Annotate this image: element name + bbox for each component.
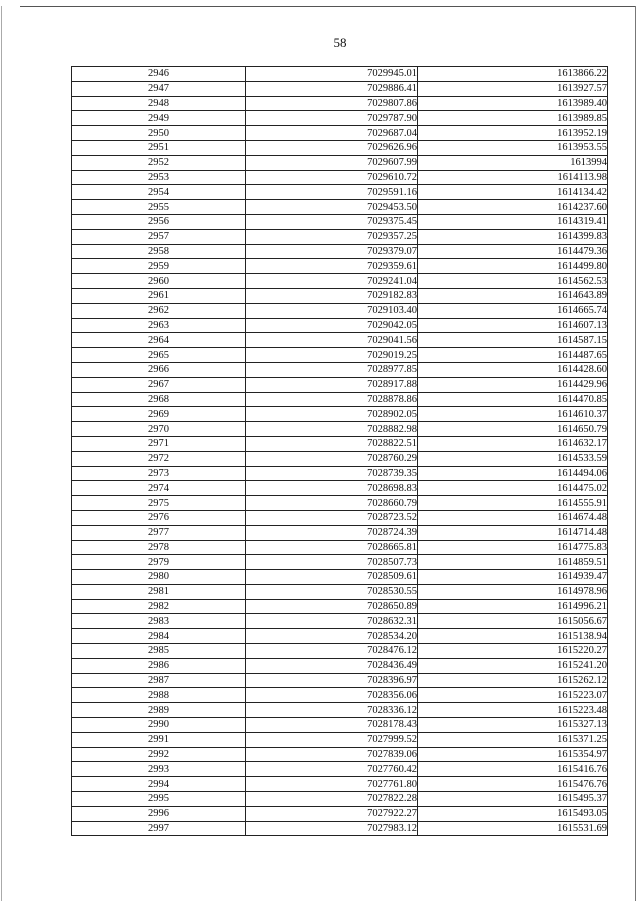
table-row xyxy=(72,644,608,659)
y-coordinate-cell: 1614562.53 xyxy=(418,274,608,289)
y-coordinate-cell: 1614643.89 xyxy=(418,288,608,303)
table-row xyxy=(72,229,608,244)
point-number-cell: 2949 xyxy=(72,111,246,126)
x-coordinate-cell: 7028760.29 xyxy=(246,451,418,466)
x-coordinate-cell: 7028356.06 xyxy=(246,688,418,703)
table-row xyxy=(72,377,608,392)
x-coordinate-cell: 7028739.35 xyxy=(246,466,418,481)
table-row xyxy=(72,244,608,259)
table-row xyxy=(72,614,608,629)
x-coordinate-cell: 7029945.01 xyxy=(246,67,418,82)
y-coordinate-cell: 1613866.22 xyxy=(418,67,608,82)
point-number-cell: 2997 xyxy=(72,821,246,836)
table-row xyxy=(72,806,608,821)
page-border-left xyxy=(1,6,2,901)
y-coordinate-cell: 1614113.98 xyxy=(418,170,608,185)
x-coordinate-cell: 7028534.20 xyxy=(246,629,418,644)
x-coordinate-cell: 7029607.99 xyxy=(246,155,418,170)
y-coordinate-cell: 1615495.37 xyxy=(418,792,608,807)
x-coordinate-cell: 7028665.81 xyxy=(246,540,418,555)
table-row xyxy=(72,496,608,511)
y-coordinate-cell: 1613989.85 xyxy=(418,111,608,126)
table-row xyxy=(72,599,608,614)
point-number-cell: 2947 xyxy=(72,81,246,96)
point-number-cell: 2972 xyxy=(72,451,246,466)
y-coordinate-cell: 1614475.02 xyxy=(418,481,608,496)
table-row xyxy=(72,510,608,525)
x-coordinate-cell: 7028436.49 xyxy=(246,658,418,673)
y-coordinate-cell: 1614499.80 xyxy=(418,259,608,274)
page-border-right xyxy=(635,6,636,901)
point-number-cell: 2966 xyxy=(72,362,246,377)
point-number-cell: 2995 xyxy=(72,792,246,807)
x-coordinate-cell: 7028509.61 xyxy=(246,570,418,585)
x-coordinate-cell: 7028507.73 xyxy=(246,555,418,570)
x-coordinate-cell: 7029379.07 xyxy=(246,244,418,259)
point-number-cell: 2978 xyxy=(72,540,246,555)
table-row xyxy=(72,303,608,318)
table-row xyxy=(72,747,608,762)
x-coordinate-cell: 7029041.56 xyxy=(246,333,418,348)
table-row xyxy=(72,762,608,777)
point-number-cell: 2971 xyxy=(72,436,246,451)
point-number-cell: 2958 xyxy=(72,244,246,259)
x-coordinate-cell: 7027822.28 xyxy=(246,792,418,807)
table-row xyxy=(72,362,608,377)
table-row xyxy=(72,407,608,422)
x-coordinate-cell: 7029019.25 xyxy=(246,348,418,363)
table-row xyxy=(72,792,608,807)
x-coordinate-cell: 7027760.42 xyxy=(246,762,418,777)
x-coordinate-cell: 7028902.05 xyxy=(246,407,418,422)
y-coordinate-cell: 1615531.69 xyxy=(418,821,608,836)
x-coordinate-cell: 7028660.79 xyxy=(246,496,418,511)
table-row xyxy=(72,214,608,229)
point-number-cell: 2959 xyxy=(72,259,246,274)
y-coordinate-cell: 1614555.91 xyxy=(418,496,608,511)
y-coordinate-cell: 1615493.05 xyxy=(418,806,608,821)
x-coordinate-cell: 7028632.31 xyxy=(246,614,418,629)
x-coordinate-cell: 7028698.83 xyxy=(246,481,418,496)
table-row xyxy=(72,81,608,96)
table-row xyxy=(72,540,608,555)
y-coordinate-cell: 1614714.48 xyxy=(418,525,608,540)
point-number-cell: 2994 xyxy=(72,777,246,792)
x-coordinate-cell: 7027983.12 xyxy=(246,821,418,836)
table-row xyxy=(72,155,608,170)
y-coordinate-cell: 1614607.13 xyxy=(418,318,608,333)
table-row xyxy=(72,481,608,496)
y-coordinate-cell: 1615327.13 xyxy=(418,718,608,733)
y-coordinate-cell: 1615354.97 xyxy=(418,747,608,762)
table-row xyxy=(72,525,608,540)
x-coordinate-cell: 7029591.16 xyxy=(246,185,418,200)
y-coordinate-cell: 1613953.55 xyxy=(418,140,608,155)
x-coordinate-cell: 7028977.85 xyxy=(246,362,418,377)
y-coordinate-cell: 1614859.51 xyxy=(418,555,608,570)
point-number-cell: 2964 xyxy=(72,333,246,348)
y-coordinate-cell: 1614978.96 xyxy=(418,584,608,599)
point-number-cell: 2970 xyxy=(72,422,246,437)
y-coordinate-cell: 1614665.74 xyxy=(418,303,608,318)
point-number-cell: 2957 xyxy=(72,229,246,244)
y-coordinate-cell: 1614674.48 xyxy=(418,510,608,525)
point-number-cell: 2981 xyxy=(72,584,246,599)
table-row xyxy=(72,570,608,585)
point-number-cell: 2984 xyxy=(72,629,246,644)
x-coordinate-cell: 7029103.40 xyxy=(246,303,418,318)
y-coordinate-cell: 1615223.07 xyxy=(418,688,608,703)
y-coordinate-cell: 1615476.76 xyxy=(418,777,608,792)
x-coordinate-cell: 7028650.89 xyxy=(246,599,418,614)
table-row xyxy=(72,732,608,747)
x-coordinate-cell: 7027999.52 xyxy=(246,732,418,747)
y-coordinate-cell: 1614487.65 xyxy=(418,348,608,363)
page-number: 58 xyxy=(333,35,347,50)
table-row xyxy=(72,274,608,289)
y-coordinate-cell: 1614533.59 xyxy=(418,451,608,466)
point-number-cell: 2989 xyxy=(72,703,246,718)
y-coordinate-cell: 1614399.83 xyxy=(418,229,608,244)
y-coordinate-cell: 1615223.48 xyxy=(418,703,608,718)
table-row xyxy=(72,629,608,644)
point-number-cell: 2977 xyxy=(72,525,246,540)
x-coordinate-cell: 7029357.25 xyxy=(246,229,418,244)
y-coordinate-cell: 1614632.17 xyxy=(418,436,608,451)
y-coordinate-cell: 1614319.41 xyxy=(418,214,608,229)
x-coordinate-cell: 7029787.90 xyxy=(246,111,418,126)
point-number-cell: 2986 xyxy=(72,658,246,673)
point-number-cell: 2993 xyxy=(72,762,246,777)
y-coordinate-cell: 1614428.60 xyxy=(418,362,608,377)
table-row xyxy=(72,658,608,673)
y-coordinate-cell: 1614237.60 xyxy=(418,200,608,215)
table-row xyxy=(72,436,608,451)
y-coordinate-cell: 1614650.79 xyxy=(418,422,608,437)
y-coordinate-cell: 1615138.94 xyxy=(418,629,608,644)
point-number-cell: 2963 xyxy=(72,318,246,333)
point-number-cell: 2991 xyxy=(72,732,246,747)
table-row xyxy=(72,67,608,82)
x-coordinate-cell: 7029042.05 xyxy=(246,318,418,333)
x-coordinate-cell: 7028178.43 xyxy=(246,718,418,733)
table-row xyxy=(72,126,608,141)
table-row xyxy=(72,821,608,836)
table-row xyxy=(72,703,608,718)
x-coordinate-cell: 7029182.83 xyxy=(246,288,418,303)
x-coordinate-cell: 7027761.80 xyxy=(246,777,418,792)
y-coordinate-cell: 1614587.15 xyxy=(418,333,608,348)
table-row xyxy=(72,200,608,215)
coordinates-table-body xyxy=(72,67,608,836)
y-coordinate-cell: 1614775.83 xyxy=(418,540,608,555)
point-number-cell: 2950 xyxy=(72,126,246,141)
point-number-cell: 2987 xyxy=(72,673,246,688)
y-coordinate-cell: 1615220.27 xyxy=(418,644,608,659)
y-coordinate-cell: 1614939.47 xyxy=(418,570,608,585)
y-coordinate-cell: 1615371.25 xyxy=(418,732,608,747)
x-coordinate-cell: 7029807.86 xyxy=(246,96,418,111)
y-coordinate-cell: 1614610.37 xyxy=(418,407,608,422)
point-number-cell: 2948 xyxy=(72,96,246,111)
table-row xyxy=(72,422,608,437)
point-number-cell: 2952 xyxy=(72,155,246,170)
x-coordinate-cell: 7028476.12 xyxy=(246,644,418,659)
x-coordinate-cell: 7029375.45 xyxy=(246,214,418,229)
y-coordinate-cell: 1614429.96 xyxy=(418,377,608,392)
table-row xyxy=(72,392,608,407)
y-coordinate-cell: 1613927.57 xyxy=(418,81,608,96)
x-coordinate-cell: 7029687.04 xyxy=(246,126,418,141)
x-coordinate-cell: 7028822.51 xyxy=(246,436,418,451)
table-row xyxy=(72,718,608,733)
y-coordinate-cell: 1615262.12 xyxy=(418,673,608,688)
x-coordinate-cell: 7029610.72 xyxy=(246,170,418,185)
x-coordinate-cell: 7027922.27 xyxy=(246,806,418,821)
point-number-cell: 2975 xyxy=(72,496,246,511)
point-number-cell: 2976 xyxy=(72,510,246,525)
point-number-cell: 2953 xyxy=(72,170,246,185)
point-number-cell: 2996 xyxy=(72,806,246,821)
table-row xyxy=(72,288,608,303)
x-coordinate-cell: 7028878.86 xyxy=(246,392,418,407)
x-coordinate-cell: 7028917.88 xyxy=(246,377,418,392)
point-number-cell: 2988 xyxy=(72,688,246,703)
point-number-cell: 2960 xyxy=(72,274,246,289)
point-number-cell: 2954 xyxy=(72,185,246,200)
y-coordinate-cell: 1613952.19 xyxy=(418,126,608,141)
table-row xyxy=(72,777,608,792)
point-number-cell: 2985 xyxy=(72,644,246,659)
x-coordinate-cell: 7028530.55 xyxy=(246,584,418,599)
point-number-cell: 2955 xyxy=(72,200,246,215)
table-row xyxy=(72,259,608,274)
point-number-cell: 2967 xyxy=(72,377,246,392)
table-row xyxy=(72,96,608,111)
point-number-cell: 2961 xyxy=(72,288,246,303)
point-number-cell: 2968 xyxy=(72,392,246,407)
table-row xyxy=(72,111,608,126)
table-row xyxy=(72,185,608,200)
point-number-cell: 2973 xyxy=(72,466,246,481)
table-row xyxy=(72,333,608,348)
table-row xyxy=(72,688,608,703)
y-coordinate-cell: 1613989.40 xyxy=(418,96,608,111)
y-coordinate-cell: 1614479.36 xyxy=(418,244,608,259)
point-number-cell: 2979 xyxy=(72,555,246,570)
point-number-cell: 2982 xyxy=(72,599,246,614)
table-row xyxy=(72,673,608,688)
table-row xyxy=(72,140,608,155)
table-row xyxy=(72,451,608,466)
point-number-cell: 2965 xyxy=(72,348,246,363)
table-row xyxy=(72,348,608,363)
point-number-cell: 2983 xyxy=(72,614,246,629)
x-coordinate-cell: 7028723.52 xyxy=(246,510,418,525)
y-coordinate-cell: 1615056.67 xyxy=(418,614,608,629)
x-coordinate-cell: 7028336.12 xyxy=(246,703,418,718)
table-row xyxy=(72,584,608,599)
coordinates-table xyxy=(71,66,608,836)
point-number-cell: 2956 xyxy=(72,214,246,229)
x-coordinate-cell: 7028724.39 xyxy=(246,525,418,540)
x-coordinate-cell: 7028882.98 xyxy=(246,422,418,437)
point-number-cell: 2951 xyxy=(72,140,246,155)
page-border-top xyxy=(20,6,636,7)
point-number-cell: 2980 xyxy=(72,570,246,585)
table-row xyxy=(72,170,608,185)
x-coordinate-cell: 7029359.61 xyxy=(246,259,418,274)
x-coordinate-cell: 7029626.96 xyxy=(246,140,418,155)
point-number-cell: 2962 xyxy=(72,303,246,318)
point-number-cell: 2974 xyxy=(72,481,246,496)
y-coordinate-cell: 1614494.06 xyxy=(418,466,608,481)
x-coordinate-cell: 7029886.41 xyxy=(246,81,418,96)
y-coordinate-cell: 1614134.42 xyxy=(418,185,608,200)
x-coordinate-cell: 7027839.06 xyxy=(246,747,418,762)
y-coordinate-cell: 1613994 xyxy=(418,155,608,170)
point-number-cell: 2946 xyxy=(72,67,246,82)
point-number-cell: 2990 xyxy=(72,718,246,733)
x-coordinate-cell: 7029453.50 xyxy=(246,200,418,215)
y-coordinate-cell: 1615416.76 xyxy=(418,762,608,777)
table-row xyxy=(72,318,608,333)
x-coordinate-cell: 7029241.04 xyxy=(246,274,418,289)
y-coordinate-cell: 1614470.85 xyxy=(418,392,608,407)
x-coordinate-cell: 7028396.97 xyxy=(246,673,418,688)
point-number-cell: 2992 xyxy=(72,747,246,762)
y-coordinate-cell: 1614996.21 xyxy=(418,599,608,614)
point-number-cell: 2969 xyxy=(72,407,246,422)
table-row xyxy=(72,466,608,481)
table-row xyxy=(72,555,608,570)
y-coordinate-cell: 1615241.20 xyxy=(418,658,608,673)
